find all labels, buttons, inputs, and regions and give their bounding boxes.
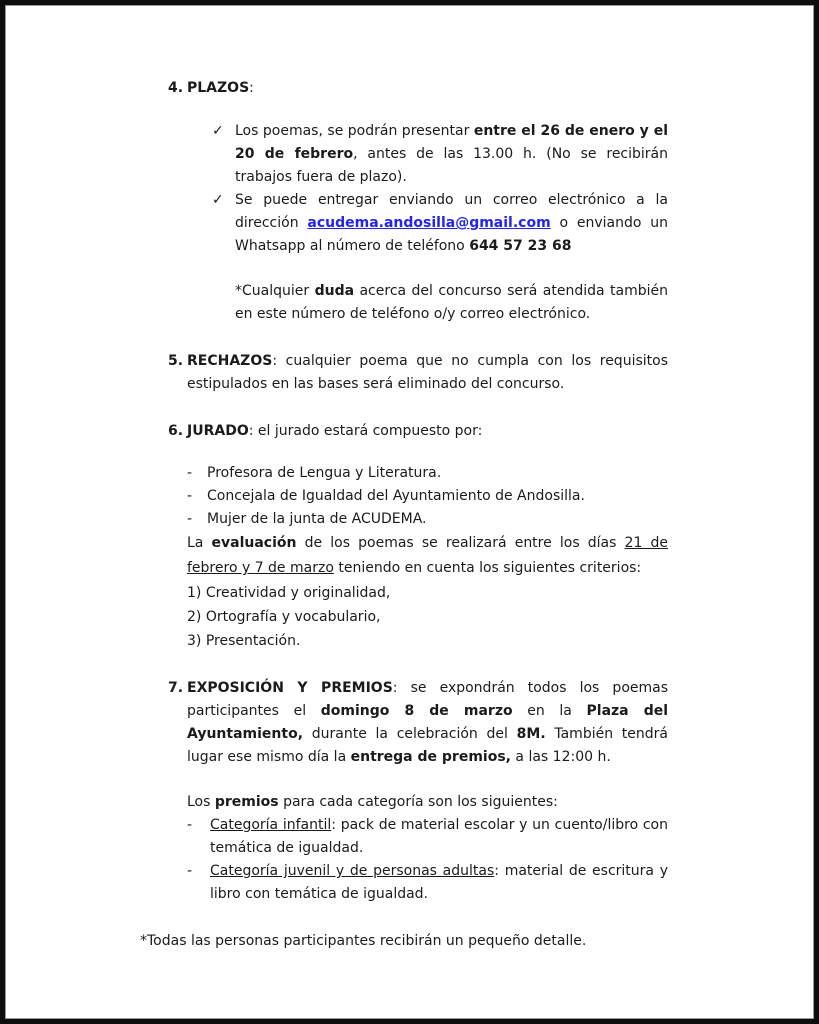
section-paragraph	[187, 350, 668, 396]
list-item-text	[235, 120, 668, 189]
text-run: a las 12:00 h.	[510, 749, 611, 765]
dash-icon: -	[187, 863, 193, 879]
section-colon: :	[248, 423, 254, 439]
list-item	[187, 860, 668, 906]
bold-run: domingo 8 de marzo	[320, 703, 513, 719]
bold-run: entrega de premios,	[350, 749, 511, 765]
text-run: : pack de material escolar y un cuento/libro con temática de igualdad.	[210, 817, 668, 856]
bold-run: premios	[214, 794, 279, 810]
jury-list	[187, 462, 668, 531]
text-run: Los poemas, se podrán presentar	[235, 123, 474, 139]
list-item-text	[210, 860, 668, 906]
dash-icon: -	[187, 511, 193, 527]
section-paragraph	[187, 677, 668, 769]
category-name: Categoría juvenil y de personas adultas	[210, 863, 495, 879]
bold-run: Plaza del Ayuntamiento,	[187, 703, 669, 742]
text-run: en la	[512, 703, 587, 719]
list-item-text: Mujer de la junta de ACUDEMA.	[207, 511, 427, 527]
bold-run: evaluación	[211, 535, 297, 551]
list-item	[187, 508, 668, 531]
criterion: 2) Ortografía y vocabulario,	[187, 609, 381, 625]
section-number: 5.	[168, 353, 184, 369]
list-item	[212, 189, 668, 258]
section-jurado	[168, 420, 668, 653]
criterion: 3) Presentación.	[187, 633, 301, 649]
list-item-text: Profesora de Lengua y Literatura.	[207, 465, 442, 481]
list-item	[187, 485, 668, 508]
section-number: 4.	[168, 80, 184, 96]
section-rechazos	[168, 350, 668, 396]
section-plazos	[168, 77, 668, 326]
bold-run: duda	[314, 283, 355, 299]
list-item-text	[210, 814, 668, 860]
section-title: RECHAZOS	[187, 353, 273, 369]
list-item	[187, 814, 668, 860]
section-number: 7.	[168, 680, 184, 696]
text-run: acerca del concurso será atendida también en este número de teléfono o/y correo electrónico.	[235, 283, 668, 322]
section-heading	[187, 420, 668, 443]
bold-run: 8M.	[516, 726, 546, 742]
check-icon: ✓	[212, 192, 224, 208]
text-run: de los poemas se realizará entre los días	[296, 535, 625, 551]
text-run: *Cualquier	[235, 283, 315, 299]
phone-number: 644 57 23 68	[469, 238, 572, 254]
list-item-text: Concejala de Igualdad del Ayuntamiento de Andosilla.	[207, 488, 585, 504]
text-run: el jurado estará compuesto por:	[253, 423, 483, 439]
text-run: : material de escritura y libro con temática de igualdad.	[210, 863, 669, 902]
underlined-dates: 21 de febrero y 7 de marzo	[187, 535, 668, 576]
section-colon: :	[272, 353, 278, 369]
prizes-intro	[187, 791, 668, 814]
section-heading	[187, 77, 668, 100]
list-item	[187, 462, 668, 485]
section-title: JURADO	[187, 423, 249, 439]
text-run: o enviando un Whatsapp al número de teléfono	[235, 215, 668, 254]
text-run: se expondrán todos los poemas participantes el	[187, 680, 669, 719]
footer-note: *Todas las personas participantes recibirán un pequeño detalle.	[140, 933, 587, 949]
list-item-text	[235, 189, 668, 258]
bold-run: entre el 26 de enero y el 20 de febrero	[235, 123, 668, 162]
text-run: durante la celebración del	[303, 726, 517, 742]
criterion: 1) Creatividad y originalidad,	[187, 585, 391, 601]
category-name: Categoría infantil	[210, 817, 332, 833]
section-colon: :	[249, 80, 254, 96]
text-run: cualquier poema que no cumpla con los requisitos estipulados en las bases será eliminado del concurso.	[187, 353, 668, 392]
email-link[interactable]: acudema.andosilla@gmail.com	[307, 215, 551, 231]
text-run: teniendo en cuenta los siguientes criterios:	[333, 560, 642, 576]
evaluation-paragraph	[187, 531, 668, 581]
text-run: La	[187, 535, 212, 551]
text-run: para cada categoría son los siguientes:	[278, 794, 558, 810]
text-run: , antes de las 13.00 h. (No se recibirán trabajos fuera de plazo).	[235, 146, 669, 185]
check-icon: ✓	[212, 123, 224, 139]
document-content	[168, 77, 668, 906]
section-number: 6.	[168, 423, 184, 439]
text-run: Se puede entregar enviando un correo electrónico a la dirección	[235, 192, 668, 231]
section-title: PLAZOS	[187, 80, 250, 96]
list-item	[212, 120, 668, 189]
dash-icon: -	[187, 488, 193, 504]
note-paragraph	[235, 280, 668, 326]
text-run: Los	[187, 794, 215, 810]
section-title: EXPOSICIÓN Y PREMIOS	[187, 680, 393, 696]
section-exposicion-premios	[168, 677, 668, 906]
text-run: También tendrá lugar ese mismo día la	[187, 726, 669, 765]
dash-icon: -	[187, 465, 193, 481]
dash-icon: -	[187, 817, 193, 833]
section-colon: :	[392, 680, 398, 696]
